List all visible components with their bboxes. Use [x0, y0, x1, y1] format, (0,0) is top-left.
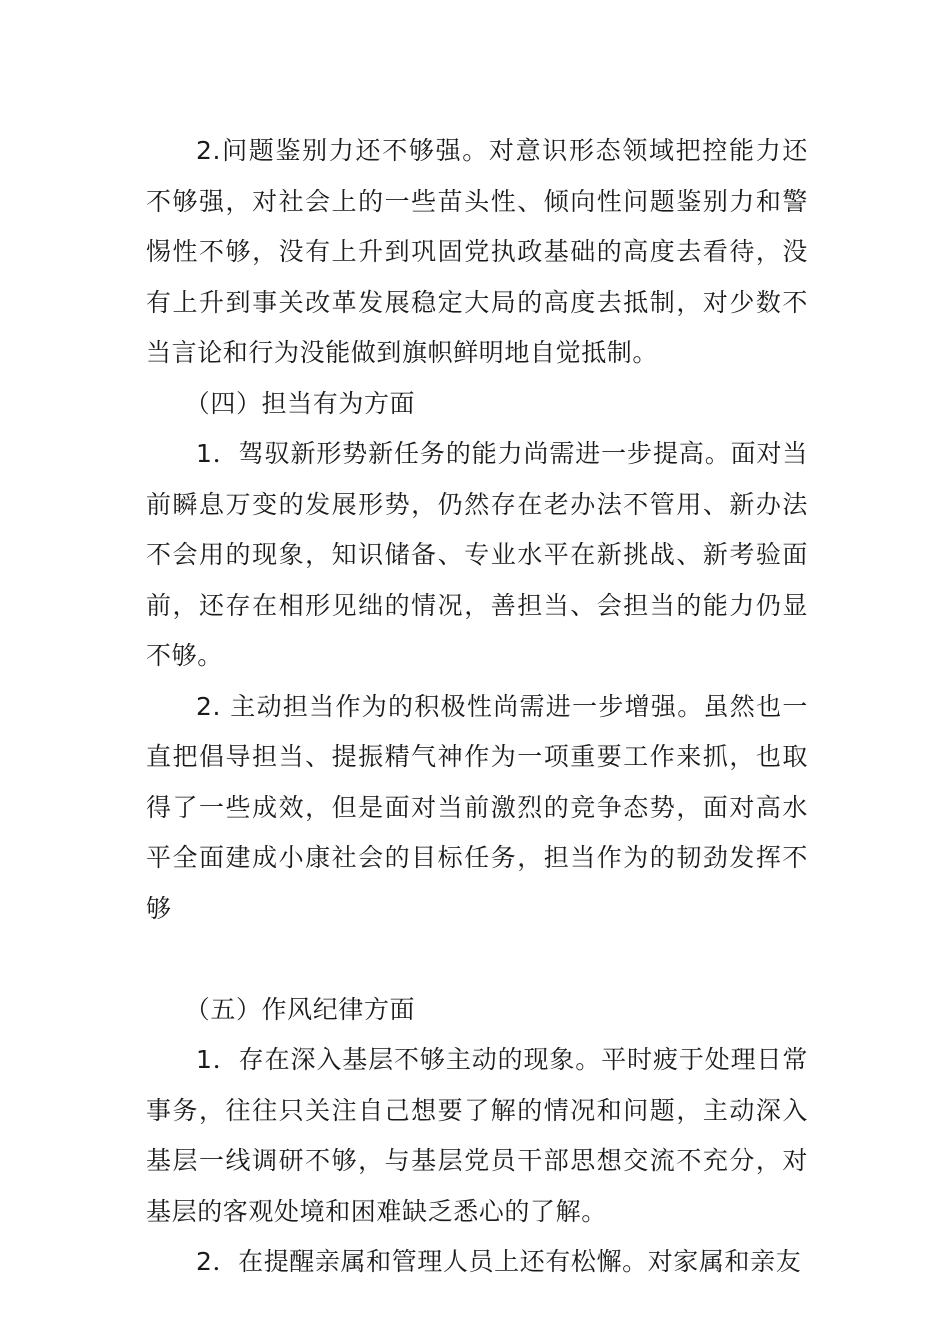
- paragraph-grassroots-contact: 1．存在深入基层不够主动的现象。平时疲于处理日常事务，往往只关注自己想要了解的情况和问题，主动深入基层一线调研不够，与基层党员干部思想交流不充分，对基层的客观处境和困难缺乏悉心的了解。: [146, 1045, 808, 1226]
- section-heading-work-style: （五）作风纪律方面: [184, 994, 416, 1024]
- section-heading-responsibility: （四）担当有为方面: [184, 388, 416, 418]
- paragraph-family-supervision: 2．在提醒亲属和管理人员上还有松懈。对家属和亲友: [196, 1247, 802, 1276]
- paragraph-new-situation-ability: 1．驾驭新形势新任务的能力尚需进一步提高。面对当前瞬息万变的发展形势，仍然存在老办法不管用、新办法不会用的现象，知识储备、专业水平在新挑战、新考验面前，还存在相形见绌的情况，善担当、会担当的能力仍显不够。: [146, 439, 808, 670]
- document-body: [146, 126, 808, 1288]
- paragraph-initiative-responsibility: 2. 主动担当作为的积极性尚需进一步增强。虽然也一直把倡导担当、提振精气神作为一项重要工作来抓，也取得了一些成效，但是面对当前激烈的竞争态势，面对高水平全面建成小康社会的目标任务，担当作为的韧劲发挥不够: [146, 691, 808, 923]
- blank-line: [146, 934, 808, 985]
- paragraph-ideology-discernment: 2.问题鉴别力还不够强。对意识形态领域把控能力还不够强，对社会上的一些苗头性、倾向性问题鉴别力和警惕性不够，没有上升到巩固党执政基础的高度去看待，没有上升到事关改革发展稳定大局的高度去抵制，对少数不当言论和行为没能做到旗帜鲜明地自觉抵制。: [146, 136, 808, 367]
